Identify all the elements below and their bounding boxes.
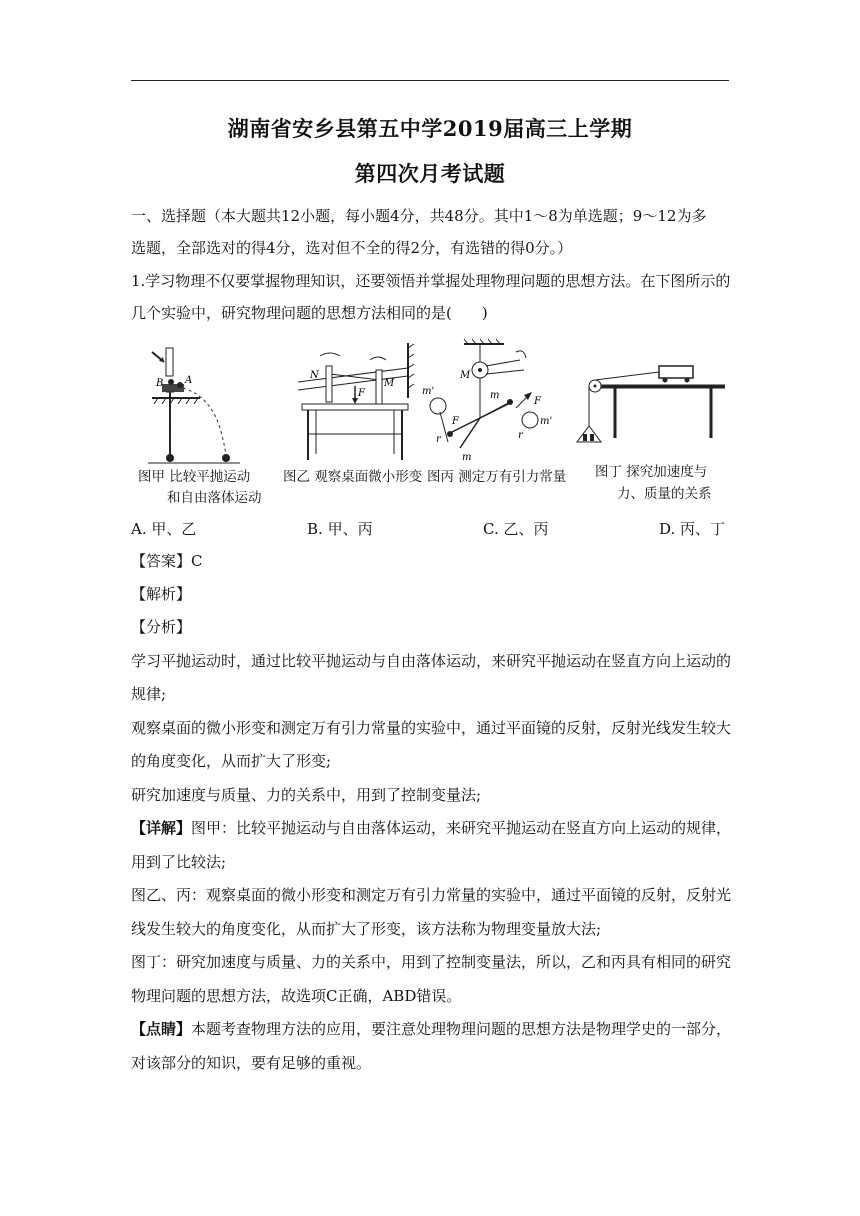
figure-bing-label-2: m' — [422, 386, 435, 397]
detail-p1-text: 图甲：比较平抛运动与自由落体运动，来研究平抛运动在竖直方向上运动的规律， — [191, 819, 732, 837]
detail-p3-line-2: 物理问题的思想方法，故选项C正确，ABD错误。 — [131, 987, 462, 1005]
option-d — [659, 518, 725, 539]
answer-value: C — [191, 552, 203, 570]
figure-bing-label-1: M — [460, 370, 471, 381]
figure-bing-label-3: F — [452, 416, 459, 427]
figure-bing-label-5: F — [534, 396, 541, 407]
figure-yi-caption-1: 图乙 观察桌面微小形变 — [283, 469, 423, 485]
figure-ding-drawing — [575, 338, 730, 468]
figure-jia-caption-2: 和自由落体运动 — [167, 490, 262, 506]
section-intro-line-1: 一、选择题（本大题共12小题，每小题4分，共48分。其中1～8为单选题；9～12为多 — [131, 207, 707, 225]
section-intro-line-2: 选题，全部选对的得4分，选对但不全的得2分，有选错的得0分。） — [131, 239, 573, 257]
comment-line-2: 对该部分的知识，要有足够的重视。 — [131, 1054, 372, 1072]
figure-bing-drawing — [420, 338, 570, 468]
figure-jia-caption-1: 图甲 比较平抛运动 — [138, 469, 251, 485]
fenxi-p3-line-1: 研究加速度与质量、力的关系中，用到了控制变量法; — [131, 786, 482, 804]
answer — [131, 551, 731, 571]
figure-ding — [575, 338, 730, 468]
figure-yi — [290, 338, 420, 468]
figure-yi-label-m: M — [384, 378, 395, 389]
option-a — [131, 518, 196, 539]
fenxi-p1-line-2: 规律; — [131, 685, 167, 703]
question-line-2: 几个实验中，研究物理问题的思想方法相同的是( ) — [131, 304, 488, 322]
option-b-label: B. — [307, 520, 323, 538]
fenxi-p2-line-2: 的角度变化，从而扩大了形变; — [131, 752, 332, 770]
detail-p3-line-1: 图丁：研究加速度与质量、力的关系中，用到了控制变量法，所以，乙和丙具有相同的研究 — [131, 953, 732, 971]
figure-jia-label-a: A — [185, 375, 193, 386]
option-a-text: 甲、乙 — [151, 520, 197, 538]
fenxi-p1-line-1: 学习平抛运动时，通过比较平抛运动与自由落体运动，来研究平抛运动在竖直方向上运动的 — [131, 652, 732, 670]
figure-bing-caption-1: 图丙 测定万有引力常量 — [427, 469, 567, 485]
comment-line-1 — [131, 1019, 731, 1039]
comment-label: 【点睛】 — [131, 1020, 192, 1038]
figure-yi-label-f: F — [358, 388, 365, 399]
detail-p2-line-1: 图乙、丙：观察桌面的微小形变和测定万有引力常量的实验中，通过平面镜的反射，反射光 — [131, 886, 732, 904]
option-b-text: 甲、丙 — [327, 520, 373, 538]
figure-bing-label-9: r — [518, 430, 523, 441]
detail-p1-line-2: 用到了比较法; — [131, 853, 227, 871]
figure-bing-label-6: m — [462, 452, 472, 463]
figure-ding-caption-2: 力、质量的关系 — [617, 486, 712, 502]
option-b — [307, 518, 373, 539]
option-a-label: A. — [131, 520, 147, 538]
figure-bing-label-7: m' — [540, 416, 553, 427]
figure-ding-caption-1: 图丁 探究加速度与 — [595, 464, 708, 480]
figure-bing-label-8: r — [436, 434, 441, 445]
figure-jia-label-b: B — [156, 378, 164, 389]
option-c-label: C. — [483, 520, 499, 538]
detail-label: 【详解】 — [131, 819, 192, 837]
title-line-1: 湖南省安乡县第五中学2019届高三上学期 — [227, 116, 633, 141]
fenxi-p2-line-1: 观察桌面的微小形变和测定万有引力常量的实验中，通过平面镜的反射，反射光线发生较大 — [131, 719, 732, 737]
comment-text: 本题考查物理方法的应用，要注意处理物理问题的思想方法是物理学史的一部分， — [191, 1020, 732, 1038]
figure-jia-drawing — [140, 338, 270, 468]
detail-p2-line-2: 线发生较大的角度变化，从而扩大了形变，该方法称为物理变量放大法; — [131, 920, 602, 938]
question-line-1: 1.学习物理不仅要掌握物理知识，还要领悟并掌握处理物理问题的思想方法。在下图所示的 — [131, 272, 731, 290]
option-d-label: D. — [659, 520, 676, 538]
option-c — [483, 518, 549, 539]
answer-label: 【答案】 — [131, 552, 192, 570]
header-rule — [131, 80, 729, 81]
figure-bing — [420, 338, 570, 468]
analysis-heading: 【解析】 — [131, 585, 192, 603]
title-line-2: 第四次月考试题 — [354, 161, 506, 186]
option-c-text: 乙、丙 — [503, 520, 549, 538]
option-d-text: 丙、丁 — [680, 520, 726, 538]
figure-yi-drawing — [290, 338, 420, 468]
figure-yi-label-n: N — [310, 370, 319, 381]
detail-p1-line-1 — [131, 818, 731, 838]
fenxi-heading: 【分析】 — [131, 618, 192, 636]
figure-bing-label-4: m — [490, 390, 500, 401]
